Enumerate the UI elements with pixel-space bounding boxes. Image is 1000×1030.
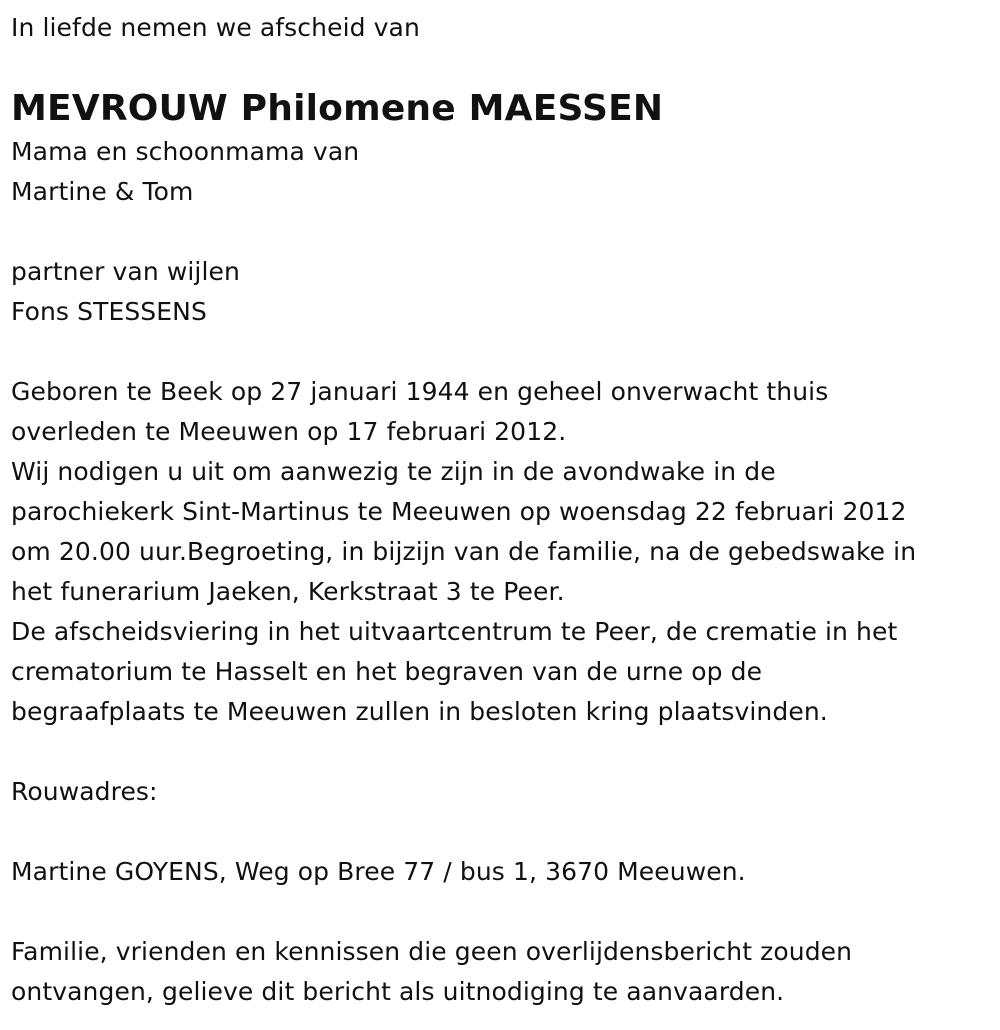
intro-line: In liefde nemen we afscheid van	[11, 13, 420, 42]
body-line: Wij nodigen u uit om aanwezig te zijn in de avondwake in de	[11, 457, 776, 486]
spacer	[11, 212, 1000, 252]
body-line: Geboren te Beek op 27 januari 1944 en geheel onverwacht thuis	[11, 377, 829, 406]
relation-line: Martine & Tom	[11, 177, 194, 206]
spacer	[11, 812, 1000, 852]
body-line: De afscheidsviering in het uitvaartcentrum te Peer, de crematie in het	[11, 617, 898, 646]
body-line: parochiekerk Sint-Martinus te Meeuwen op woensdag 22 februari 2012	[11, 497, 907, 526]
body-line: crematorium te Hasselt en het begraven van de urne op de	[11, 657, 763, 686]
body-line: om 20.00 uur.Begroeting, in bijzijn van de familie, na de gebedswake in	[11, 537, 917, 566]
body-line: het funerarium Jaeken, Kerkstraat 3 te Peer.	[11, 577, 565, 606]
body-line: begraafplaats te Meeuwen zullen in besloten kring plaatsvinden.	[11, 697, 828, 726]
closing-line: Familie, vrienden en kennissen die geen overlijdensbericht zouden	[11, 937, 853, 966]
spacer	[11, 732, 1000, 772]
partner-line: Fons STESSENS	[11, 297, 207, 326]
spacer	[11, 892, 1000, 932]
relation-line: Mama en schoonmama van	[11, 137, 360, 166]
closing-line: ontvangen, gelieve dit bericht als uitnodiging te aanvaarden.	[11, 977, 785, 1006]
partner-line: partner van wijlen	[11, 257, 240, 286]
mourning-address: Martine GOYENS, Weg op Bree 77 / bus 1, 3670 Meeuwen.	[11, 857, 746, 886]
deceased-name: MEVROUW Philomene MAESSEN	[11, 88, 664, 129]
spacer	[11, 332, 1000, 372]
spacer	[11, 48, 1000, 84]
body-line: overleden te Meeuwen op 17 februari 2012.	[11, 417, 567, 446]
address-label: Rouwadres:	[11, 777, 158, 806]
